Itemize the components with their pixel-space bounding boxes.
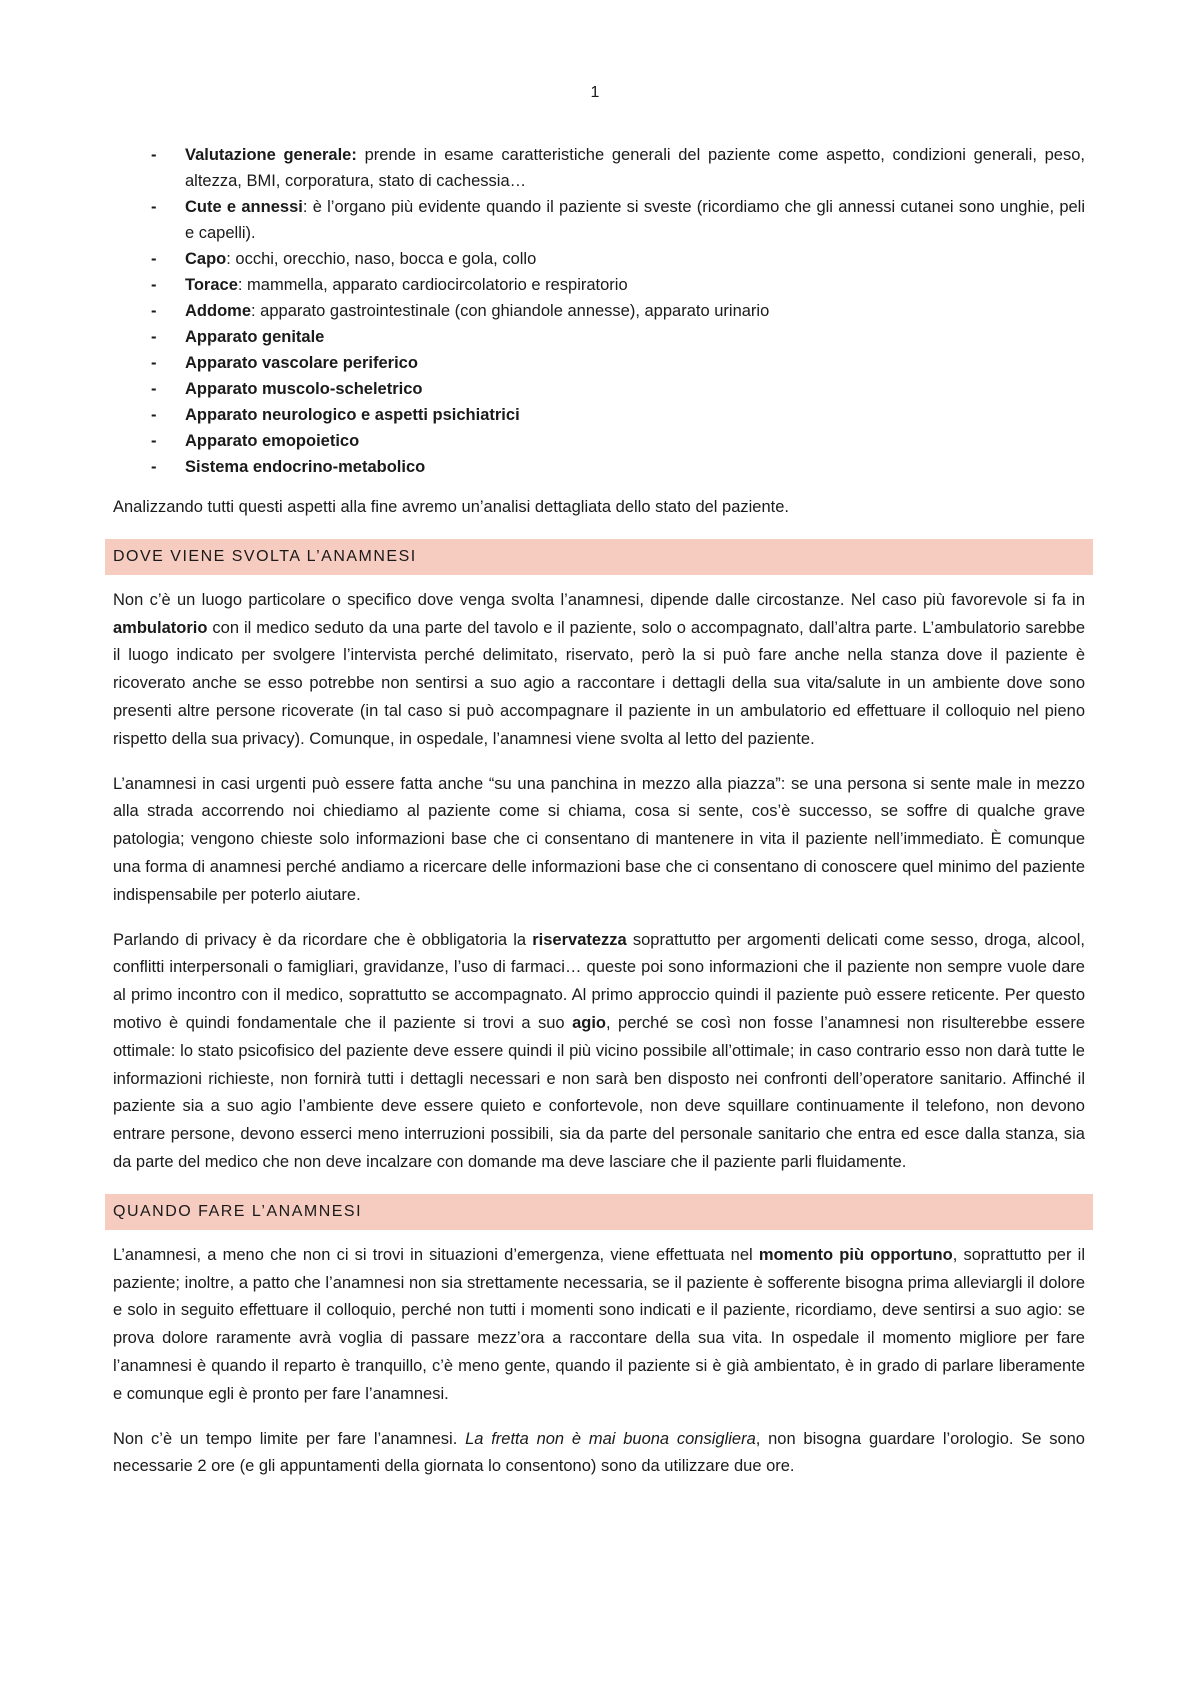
bold-text: agio — [572, 1013, 606, 1032]
bold-text: momento più opportuno — [758, 1245, 953, 1264]
bold-text: riservatezza — [532, 930, 627, 949]
list-item — [113, 454, 1085, 480]
text-run: Non c’è un tempo limite per fare l’anamnesi. — [113, 1429, 466, 1448]
list-dash: - — [151, 198, 157, 216]
list-item-term: Sistema endocrino-metabolico — [185, 458, 426, 476]
paragraph: L’anamnesi in casi urgenti può essere fatta anche “su una panchina in mezzo alla piazza”: se una persona si sente male in mezzo alla strada accorrendo noi chiediamo al paziente come si chiama, cosa si sente, cos’è successo, se soffre di qualche grave patologia; vengono chieste solo informazioni base che ci consentano di mantenere in vita il paziente nell’immediato. È comunque una forma di anamnesi perché andiamo a ricercare delle informazioni base che ci consentano di conoscere quel minimo del paziente indispensabile per poterlo aiutare. — [113, 774, 1085, 904]
list-item — [113, 376, 1085, 402]
list-item — [113, 142, 1085, 194]
text-run: Non c’è un luogo particolare o specifico dove venga svolta l’anamnesi, dipende dalle circostanze. Nel caso più favorevole si fa in — [113, 590, 1085, 609]
text-run: con il medico seduto da una parte del tavolo e il paziente, solo o accompagnato, dall’altra parte. L’ambulatorio sarebbe il luogo indicato per svolgere l’intervista perché delimitato, riservato, però la si può fare anche nella stanza dove il paziente è ricoverato anche se esso potrebbe non sentirsi a suo agio a raccontare i dettagli della sua vita/salute in un ambiente dove sono presenti altre persone ricoverate (in tal caso si può accompagnare il paziente in un ambulatorio ed effettuare il colloquio nel pieno rispetto della sua privacy). Comunque, in ospedale, l’anamnesi viene svolta al letto del paziente. — [113, 618, 1085, 748]
list-item — [113, 428, 1085, 454]
list-item-text: : mammella, apparato cardiocircolatorio e respiratorio — [237, 276, 628, 294]
paragraph — [113, 587, 1085, 754]
list-item-text: : è l’organo più evidente quando il paziente si sveste (ricordiamo che gli annessi cutanei sono unghie, peli e capelli). — [185, 198, 1085, 242]
list-item-text: : apparato gastrointestinale (con ghiandole annesse), apparato urinario — [251, 302, 770, 320]
list-item-term: Apparato neurologico e aspetti psichiatrici — [185, 406, 520, 424]
list-item — [113, 272, 1085, 298]
paragraph — [113, 1242, 1085, 1409]
text-run: L’anamnesi, a meno che non ci si trovi in situazioni d’emergenza, viene effettuata nel — [113, 1245, 759, 1264]
list-item-term: Capo — [185, 250, 227, 268]
page-number: 1 — [590, 84, 600, 101]
list-item-term: Apparato genitale — [185, 328, 325, 346]
section-when — [113, 1242, 1085, 1481]
list-item-term: Torace — [185, 276, 238, 294]
list-dash: - — [151, 406, 157, 424]
list-item — [113, 298, 1085, 324]
list-item — [113, 194, 1085, 246]
summary-paragraph: Analizzando tutti questi aspetti alla fine avremo un’analisi dettagliata dello stato del paziente. — [113, 498, 790, 516]
italic-text: La fretta non è mai buona consigliera — [465, 1429, 756, 1448]
list-item-term: Apparato muscolo-scheletrico — [185, 380, 423, 398]
list-item — [113, 350, 1085, 376]
list-item — [113, 246, 1085, 272]
list-dash: - — [151, 432, 157, 450]
list-item-term: Cute e annessi — [185, 198, 303, 216]
section-heading-when: QUANDO FARE L’ANAMNESI — [105, 1194, 1093, 1230]
text-run: , perché se così non fosse l’anamnesi non risulterebbe essere ottimale: lo stato psicofisico del paziente deve essere quindi il più vicino possibile all’ottimale; in caso contrario esso non darà tutte le informazioni richieste, non fornirà tutti i dettagli necessari e non sarà ben disposto nei confronti dell’operatore sanitario. Affinché il paziente sia a suo agio l’ambiente deve essere quieto e confortevole, non deve squillare continuamente il telefono, non devono entrare persone, devono esserci meno interruzioni possibili, sia da parte del personale sanitario che entra ed esce dalla stanza, sia da parte del medico che non deve incalzare con domande ma deve lasciare che il paziente parli fluidamente. — [113, 1013, 1085, 1171]
list-item — [113, 324, 1085, 350]
section-heading-where: DOVE VIENE SVOLTA L’ANAMNESI — [105, 539, 1093, 575]
list-item-term: Valutazione generale: — [185, 146, 357, 164]
bold-text: ambulatorio — [113, 618, 208, 637]
list-dash: - — [151, 146, 157, 164]
text-run: , non bisogna guardare l’orologio. Se sono necessarie 2 ore (e gli appuntamenti della giornata lo consentono) sono da utilizzare due ore. — [113, 1429, 1085, 1476]
list-dash: - — [151, 354, 157, 372]
paragraph — [113, 927, 1085, 1177]
list-dash: - — [151, 458, 157, 476]
text-run: Parlando di privacy è da ricordare che è obbligatoria la — [113, 930, 533, 949]
list-dash: - — [151, 302, 157, 320]
list-item — [113, 402, 1085, 428]
list-item-term: Apparato vascolare periferico — [185, 354, 418, 372]
list-dash: - — [151, 328, 157, 346]
list-item-term: Addome — [185, 302, 251, 320]
exam-list — [113, 142, 1085, 480]
list-item-text: : occhi, orecchio, naso, bocca e gola, collo — [226, 250, 537, 268]
list-dash: - — [151, 380, 157, 398]
section-where — [113, 587, 1085, 1177]
document-body — [113, 142, 1085, 1481]
text-run: soprattutto per argomenti delicati come sesso, droga, alcool, conflitti interpersonali o famigliari, gravidanze, l’uso di farmaci… queste poi sono informazioni che il paziente non sempre vuole dare al primo incontro con il medico, soprattutto se accompagnato. Al primo approccio quindi il paziente può essere reticente. Per questo motivo è quindi fondamentale che il paziente si trovi a suo — [113, 930, 1085, 1032]
text-run: , soprattutto per il paziente; inoltre, a patto che l’anamnesi non sia strettamente necessaria, se il paziente è sofferente bisogna prima alleviargli il dolore e solo in seguito effettuare il colloquio, perché non tutti i momenti sono indicati e il paziente, ricordiamo, deve sentirsi a suo agio: se prova dolore raramente avrà voglia di passare mezz’ora a raccontare della sua vita. In ospedale il momento migliore per fare l’anamnesi è quando il reparto è tranquillo, c’è meno gente, quando il paziente si è già ambientato, è in grado di parlare liberamente e comunque egli è pronto per fare l’anamnesi. — [113, 1245, 1085, 1403]
list-item-term: Apparato emopoietico — [185, 432, 360, 450]
paragraph — [113, 1426, 1085, 1482]
list-dash: - — [151, 250, 157, 268]
list-item-text: prende in esame caratteristiche generali del paziente come aspetto, condizioni generali, peso, altezza, BMI, corporatura, stato di cachessia… — [185, 146, 1085, 190]
list-dash: - — [151, 276, 157, 294]
